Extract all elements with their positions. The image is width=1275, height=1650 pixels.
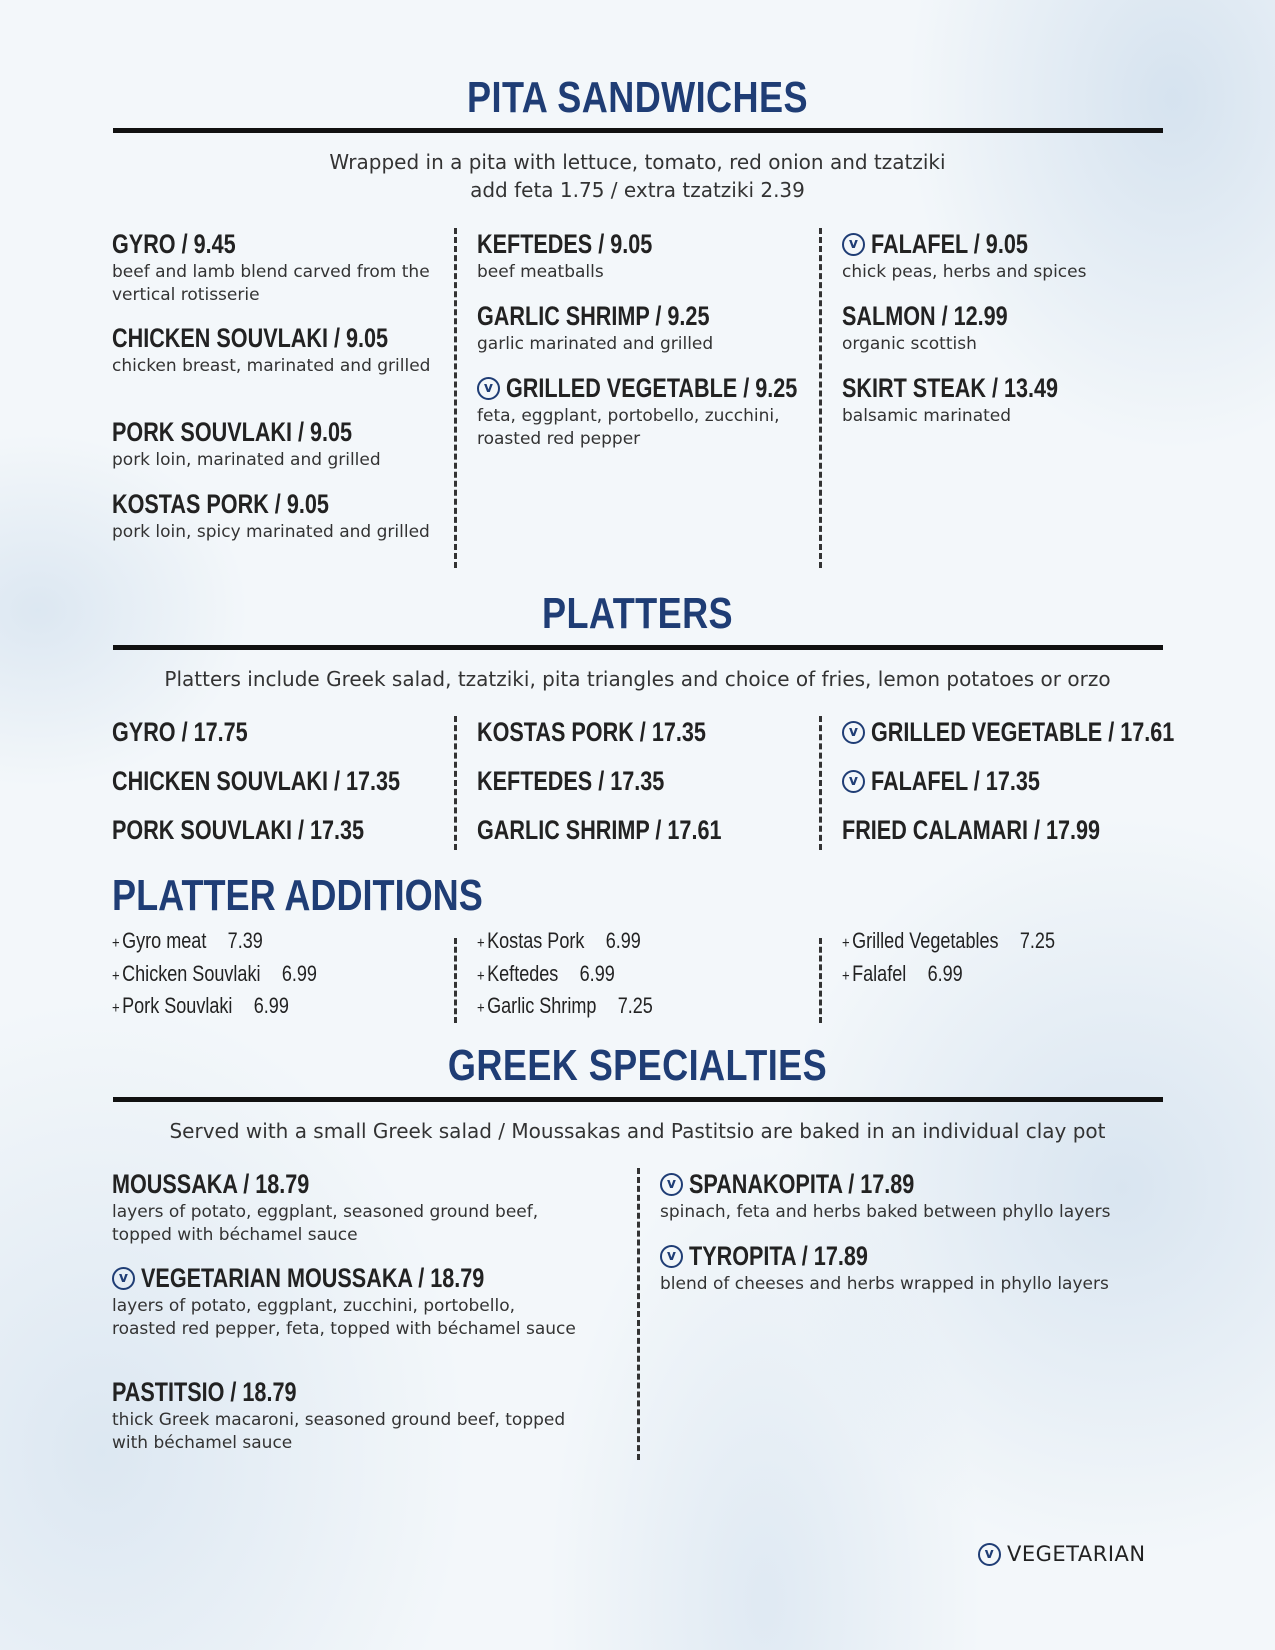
column-divider bbox=[819, 228, 822, 568]
item-name: FALAFEL / 9.05 bbox=[871, 229, 1028, 259]
addition-price: 7.25 bbox=[617, 993, 653, 1018]
plus-icon: + bbox=[477, 1000, 485, 1017]
menu-item-chicken-souvlaki bbox=[112, 322, 432, 378]
item-name: GYRO / 17.75 bbox=[112, 717, 248, 747]
addition-grilled-vegetables bbox=[842, 926, 1102, 959]
column-divider bbox=[819, 938, 822, 1023]
vegetarian-legend bbox=[978, 1542, 1146, 1566]
section-divider bbox=[113, 128, 1163, 133]
menu-item-pork-souvlaki bbox=[112, 416, 432, 472]
vegetarian-icon: v bbox=[112, 1267, 135, 1290]
menu-item-salmon bbox=[842, 300, 1162, 356]
addition-name: Chicken Souvlaki bbox=[122, 961, 261, 986]
item-description: layers of potato, eggplant, seasoned ground beef, topped with béchamel sauce bbox=[112, 1202, 539, 1245]
platter-item-falafel bbox=[842, 765, 1162, 797]
item-description: chicken breast, marinated and grilled bbox=[112, 356, 431, 376]
platter-item-fried-calamari bbox=[842, 814, 1162, 846]
addition-price: 6.99 bbox=[927, 961, 963, 986]
addition-price: 7.25 bbox=[1019, 928, 1055, 953]
item-name: FALAFEL / 17.35 bbox=[871, 766, 1040, 796]
addition-price: 7.39 bbox=[227, 928, 263, 953]
column-divider bbox=[454, 716, 457, 850]
section-divider bbox=[113, 645, 1163, 650]
item-description: organic scottish bbox=[842, 334, 977, 354]
item-description: spinach, feta and herbs baked between phyllo layers bbox=[660, 1202, 1111, 1222]
menu-item-tyropita bbox=[660, 1240, 1180, 1296]
plus-icon: + bbox=[112, 968, 120, 985]
vegetarian-icon: v bbox=[477, 377, 500, 400]
platter-item-grilled-vegetable bbox=[842, 716, 1175, 748]
item-name: PASTITSIO / 18.79 bbox=[112, 1377, 297, 1407]
addition-name: Keftedes bbox=[487, 961, 559, 986]
section-title-greek-specialties: GREEK SPECIALTIES bbox=[447, 1041, 828, 1090]
addition-price: 6.99 bbox=[253, 993, 289, 1018]
platter-item-gyro bbox=[112, 716, 432, 748]
pita-intro-line-2: add feta 1.75 / extra tzatziki 2.39 bbox=[470, 178, 805, 202]
platter-item-kostas-pork bbox=[477, 716, 797, 748]
item-name: KOSTAS PORK / 17.35 bbox=[477, 717, 706, 747]
addition-price: 6.99 bbox=[605, 928, 641, 953]
item-name: GRILLED VEGETABLE / 9.25 bbox=[506, 373, 798, 403]
item-name: GARLIC SHRIMP / 9.25 bbox=[477, 301, 710, 331]
plus-icon: + bbox=[112, 1000, 120, 1017]
vegetarian-icon: v bbox=[842, 721, 865, 744]
addition-garlic-shrimp bbox=[477, 991, 691, 1024]
addition-name: Falafel bbox=[852, 961, 907, 986]
item-description: balsamic marinated bbox=[842, 406, 1012, 426]
addition-name: Grilled Vegetables bbox=[852, 928, 999, 953]
item-name: PORK SOUVLAKI / 9.05 bbox=[112, 417, 353, 447]
column-divider bbox=[454, 938, 457, 1023]
menu-item-gyro bbox=[112, 228, 432, 307]
item-description: garlic marinated and grilled bbox=[477, 334, 714, 354]
plus-icon: + bbox=[112, 935, 120, 952]
menu-item-garlic-shrimp bbox=[477, 300, 797, 356]
menu-item-pastitsio bbox=[112, 1376, 582, 1455]
addition-falafel bbox=[842, 959, 989, 992]
legend-label: VEGETARIAN bbox=[1007, 1542, 1146, 1566]
section-title-platters: PLATTERS bbox=[541, 589, 734, 638]
menu-item-grilled-vegetable bbox=[477, 372, 797, 451]
addition-price: 6.99 bbox=[281, 961, 317, 986]
addition-name: Gyro meat bbox=[122, 928, 207, 953]
item-name: GARLIC SHRIMP / 17.61 bbox=[477, 815, 722, 845]
item-name: KEFTEDES / 9.05 bbox=[477, 229, 653, 259]
vegetarian-icon: v bbox=[660, 1173, 683, 1196]
column-divider bbox=[637, 1168, 640, 1460]
item-name: VEGETARIAN MOUSSAKA / 18.79 bbox=[141, 1263, 485, 1293]
platters-intro: Platters include Greek salad, tzatziki, pita triangles and choice of fries, lemon potatoes or orzo bbox=[164, 667, 1111, 691]
vegetarian-icon: v bbox=[842, 233, 865, 256]
item-name: SPANAKOPITA / 17.89 bbox=[689, 1169, 915, 1199]
item-name: SKIRT STEAK / 13.49 bbox=[842, 373, 1059, 403]
item-description: layers of potato, eggplant, zucchini, portobello, roasted red pepper, feta, topped with béchamel sauce bbox=[112, 1296, 576, 1339]
menu-item-moussaka bbox=[112, 1168, 602, 1247]
item-name: SALMON / 12.99 bbox=[842, 301, 1008, 331]
plus-icon: + bbox=[842, 935, 850, 952]
item-description: pork loin, marinated and grilled bbox=[112, 450, 381, 470]
menu-item-kostas-pork bbox=[112, 488, 432, 544]
item-description: blend of cheeses and herbs wrapped in phyllo layers bbox=[660, 1274, 1109, 1294]
platter-item-pork-souvlaki bbox=[112, 814, 432, 846]
menu-item-skirt-steak bbox=[842, 372, 1162, 428]
vegetarian-icon: v bbox=[660, 1245, 683, 1268]
menu-item-keftedes bbox=[477, 228, 797, 284]
addition-gyro-meat bbox=[112, 926, 296, 959]
plus-icon: + bbox=[477, 935, 485, 952]
item-description: pork loin, spicy marinated and grilled bbox=[112, 522, 430, 542]
pita-intro-line-1: Wrapped in a pita with lettuce, tomato, red onion and tzatziki bbox=[329, 150, 946, 174]
menu-item-vegetarian-moussaka bbox=[112, 1262, 582, 1341]
addition-price: 6.99 bbox=[579, 961, 615, 986]
addition-pork-souvlaki bbox=[112, 991, 328, 1024]
addition-name: Garlic Shrimp bbox=[487, 993, 597, 1018]
item-name: GYRO / 9.45 bbox=[112, 229, 236, 259]
vegetarian-icon: v bbox=[978, 1543, 1001, 1566]
menu-item-spanakopita bbox=[660, 1168, 1180, 1224]
vegetarian-icon: v bbox=[842, 770, 865, 793]
addition-kostas-pork bbox=[477, 926, 677, 959]
platter-item-chicken-souvlaki bbox=[112, 765, 432, 797]
column-divider bbox=[454, 228, 457, 568]
item-name: KOSTAS PORK / 9.05 bbox=[112, 489, 329, 519]
plus-icon: + bbox=[477, 968, 485, 985]
platter-item-keftedes bbox=[477, 765, 797, 797]
item-name: FRIED CALAMARI / 17.99 bbox=[842, 815, 1101, 845]
item-description: beef and lamb blend carved from the vertical rotisserie bbox=[112, 262, 430, 305]
item-name: TYROPITA / 17.89 bbox=[689, 1241, 868, 1271]
item-description: thick Greek macaroni, seasoned ground beef, topped with béchamel sauce bbox=[112, 1410, 566, 1453]
item-name: MOUSSAKA / 18.79 bbox=[112, 1169, 310, 1199]
addition-name: Pork Souvlaki bbox=[122, 993, 233, 1018]
item-name: GRILLED VEGETABLE / 17.61 bbox=[871, 717, 1175, 747]
section-divider bbox=[113, 1097, 1163, 1102]
item-name: KEFTEDES / 17.35 bbox=[477, 766, 665, 796]
plus-icon: + bbox=[842, 968, 850, 985]
section-title-pita-sandwiches: PITA SANDWICHES bbox=[467, 73, 808, 122]
addition-keftedes bbox=[477, 959, 645, 992]
section-title-platter-additions: PLATTER ADDITIONS bbox=[112, 871, 483, 920]
platter-item-garlic-shrimp bbox=[477, 814, 797, 846]
column-divider bbox=[819, 716, 822, 850]
item-name: CHICKEN SOUVLAKI / 9.05 bbox=[112, 323, 389, 353]
item-description: beef meatballs bbox=[477, 262, 604, 282]
addition-name: Kostas Pork bbox=[487, 928, 585, 953]
item-name: PORK SOUVLAKI / 17.35 bbox=[112, 815, 365, 845]
item-description: feta, eggplant, portobello, zucchini, roasted red pepper bbox=[477, 406, 780, 449]
menu-item-falafel bbox=[842, 228, 1162, 284]
item-description: chick peas, herbs and spices bbox=[842, 262, 1087, 282]
item-name: CHICKEN SOUVLAKI / 17.35 bbox=[112, 766, 401, 796]
addition-chicken-souvlaki bbox=[112, 959, 362, 992]
specialties-intro: Served with a small Greek salad / Moussakas and Pastitsio are baked in an individual clay pot bbox=[169, 1119, 1106, 1143]
